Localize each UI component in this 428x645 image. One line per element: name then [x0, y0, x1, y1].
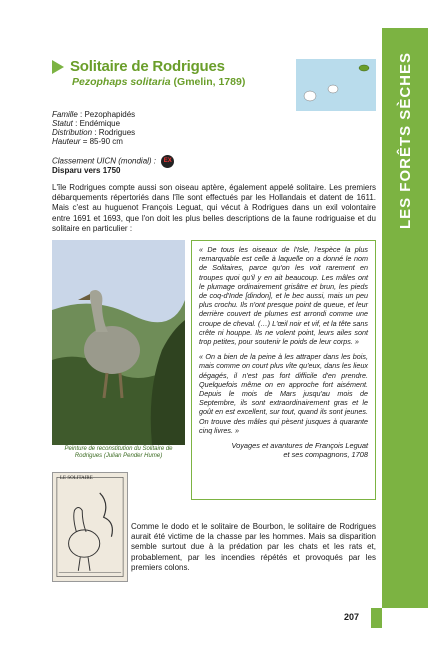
quote-source-line-2: et ses compagnons, 1708 [283, 450, 368, 460]
island-map [296, 59, 376, 111]
title-row [52, 58, 225, 75]
quote-source-line-1: Voyages et avantures de François Leguat [231, 441, 368, 451]
fact-hauteur: Hauteur = 85-90 cm [52, 137, 123, 146]
engraving-label: LE SOLITAIRE [60, 476, 93, 481]
map-island-reunion [304, 91, 316, 101]
engraving-paper [53, 473, 127, 580]
intro-paragraph: L'île Rodrigues compte aussi son oiseau aptère, également appelé solitaire. Les premiers débarquements répertoriés dans l'île sont effectués par les Hollandais et datent de 1611. Mais c'est au huguenot François Leguat, qui vécut à Rodrigues dans un exil volontaire entre 1691 et 1693, que l'on doit les plus belles descriptions de la faune rodriguaise et du solitaire en particulier : [52, 183, 376, 233]
quote-paragraph-2: « On a bien de la peine à les attraper dans les bois, mais comme on court plus vîte qu'eux, dans les lieux dégagés, il n'est pas fort difficile d'en prendre. Quelquefois même on en approche fort aisément. Depuis le mois de Mars jusqu'au mois de Septembre, ils sont extraordinairement gras et le goût en est excellent, sur tout, quand ils sont jeunes. On trouve des mâles qui pèsent jusques à quarante cinq livres. » [199, 352, 368, 435]
page-number: 207 [344, 612, 360, 622]
page-number-bar [371, 608, 382, 628]
painting-caption: Peinture de reconstitution du Solitaire de Rodrigues (Julian Pender Hume) [64, 446, 173, 459]
arrow-right-icon [52, 60, 64, 74]
painting-bird-body [84, 326, 140, 374]
fact-distribution: Distribution : Rodrigues [52, 128, 136, 137]
conclusion-paragraph: Comme le dodo et le solitaire de Bourbon, le solitaire de Rodrigues aurait été victime de la chasse par les hommes. Mais sa disparition semble surtout due à la prédation par les chats et les rats et, probablement, par les incendies répétés et provoqués par les premiers colons. [131, 522, 376, 572]
page-title: Solitaire de Rodrigues [70, 58, 225, 75]
painting-bird-leg-right [120, 373, 122, 398]
map-island-rodrigues [359, 65, 369, 71]
solitaire-painting [52, 240, 185, 445]
quote-paragraph-1: « De tous les oiseaux de l'Isle, l'espèce la plus remarquable est celle à laquelle on a donné le nom de Solitaires, parce qu'on les voit rarement en troupes quoi qu'il y en ait beaucoup. Les mâles ont le plumage ordinairement grisâtre et brun, les pieds de coq-d'Inde [dindon], et le bec aussi, mais un peu plus crochu. Ils n'ont presque point de queue, et leur derrière couvert de plumes est arrondi comme une croupe de cheval. (…) L'œil noir et vif, et la tête sans crête ni houppe. Ils ne volent point, leurs ailes sont trop petites, pour soutenir le poids de leur corps. » [199, 245, 368, 347]
fact-statut: Statut : Endémique [52, 119, 121, 128]
scientific-name-italic: Pezophaps solitaria [72, 76, 171, 88]
scientific-author: (Gmelin, 1789) [173, 76, 246, 88]
chapter-sidebar-label: LES FORÊTS SÈCHES [396, 52, 414, 230]
leguat-quote-box [191, 240, 376, 500]
species-facts [52, 110, 135, 146]
chapter-sidebar-label-wrap [382, 28, 428, 608]
scientific-name [72, 76, 245, 88]
ex-badge-icon: EX [161, 155, 174, 168]
solitaire-engraving [52, 472, 128, 582]
uicn-label: Classement UICN (mondial) : [52, 156, 157, 166]
fact-famille: Famille : Pezophapidés [52, 110, 136, 119]
quote-source [199, 441, 368, 459]
map-island-maurice [328, 85, 338, 93]
disparu-line: Disparu vers 1750 [52, 166, 121, 175]
